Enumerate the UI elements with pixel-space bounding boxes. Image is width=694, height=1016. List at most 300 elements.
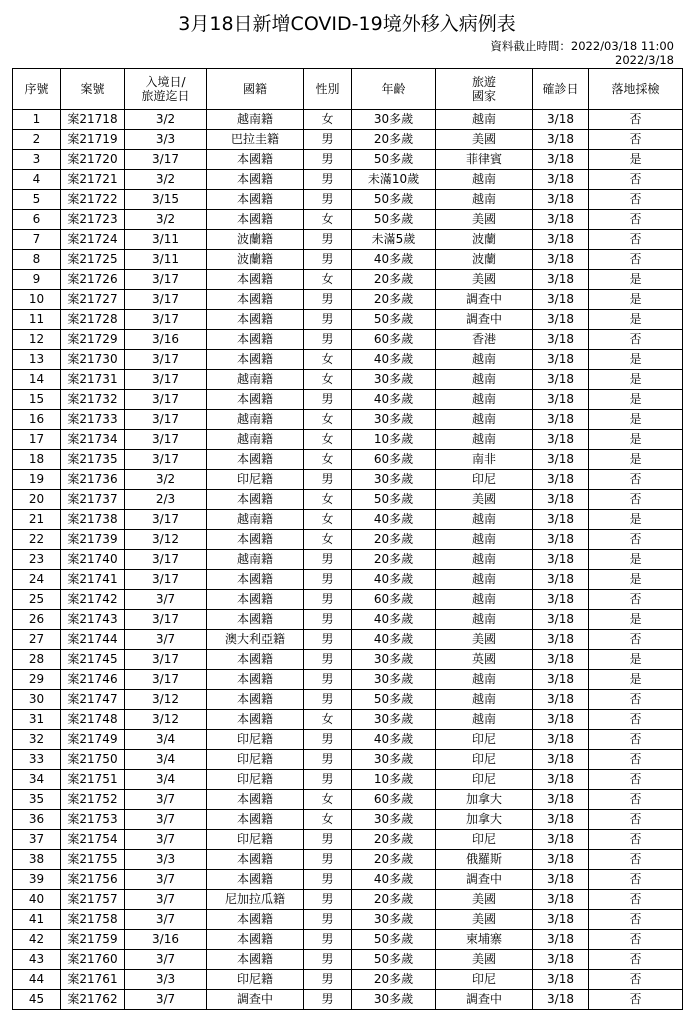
cell-travel-country: 印尼 [436, 730, 533, 750]
table-row [13, 550, 683, 570]
cell-entry-date: 3/17 [125, 570, 207, 590]
cell-age: 30多歲 [352, 370, 436, 390]
cell-confirm-date: 3/18 [533, 450, 589, 470]
cell-case-id: 案21728 [61, 310, 125, 330]
cell-case-id: 案21729 [61, 330, 125, 350]
cell-case-id: 案21759 [61, 930, 125, 950]
cell-nationality: 本國籍 [207, 350, 304, 370]
cell-index: 25 [13, 590, 61, 610]
cell-index: 17 [13, 430, 61, 450]
cell-entry-date: 3/17 [125, 650, 207, 670]
cell-index: 43 [13, 950, 61, 970]
cell-age: 30多歲 [352, 410, 436, 430]
cell-airport-test: 是 [589, 150, 683, 170]
cell-nationality: 澳大利亞籍 [207, 630, 304, 650]
cell-airport-test: 是 [589, 430, 683, 450]
cell-index: 42 [13, 930, 61, 950]
cell-case-id: 案21741 [61, 570, 125, 590]
cell-entry-date: 3/4 [125, 750, 207, 770]
cell-entry-date: 3/17 [125, 610, 207, 630]
cell-airport-test: 否 [589, 930, 683, 950]
cell-airport-test: 否 [589, 470, 683, 490]
cell-travel-country: 越南 [436, 350, 533, 370]
cell-entry-date: 3/17 [125, 370, 207, 390]
cell-gender: 男 [304, 390, 352, 410]
cell-entry-date: 3/3 [125, 970, 207, 990]
table-row [13, 490, 683, 510]
cell-case-id: 案21749 [61, 730, 125, 750]
cell-nationality: 本國籍 [207, 650, 304, 670]
case-table-body [13, 110, 683, 1010]
cell-travel-country: 俄羅斯 [436, 850, 533, 870]
cell-gender: 女 [304, 530, 352, 550]
cell-travel-country: 印尼 [436, 750, 533, 770]
cell-gender: 男 [304, 590, 352, 610]
cell-gender: 男 [304, 990, 352, 1010]
cell-confirm-date: 3/18 [533, 210, 589, 230]
cell-confirm-date: 3/18 [533, 330, 589, 350]
cell-confirm-date: 3/18 [533, 290, 589, 310]
table-row [13, 410, 683, 430]
cell-age: 20多歲 [352, 890, 436, 910]
cell-airport-test: 否 [589, 530, 683, 550]
cell-nationality: 印尼籍 [207, 770, 304, 790]
cell-index: 23 [13, 550, 61, 570]
cell-age: 40多歲 [352, 870, 436, 890]
cell-entry-date: 3/11 [125, 250, 207, 270]
table-row [13, 910, 683, 930]
cell-entry-date: 3/12 [125, 530, 207, 550]
cell-index: 7 [13, 230, 61, 250]
document-title: 3月18日新增COVID-19境外移入病例表 [178, 13, 516, 35]
cell-entry-date: 3/2 [125, 470, 207, 490]
cell-travel-country: 越南 [436, 590, 533, 610]
cell-nationality: 印尼籍 [207, 750, 304, 770]
cell-nationality: 本國籍 [207, 270, 304, 290]
cell-confirm-date: 3/18 [533, 950, 589, 970]
cell-airport-test: 否 [589, 910, 683, 930]
cell-travel-country: 越南 [436, 550, 533, 570]
cell-index: 38 [13, 850, 61, 870]
cell-gender: 女 [304, 790, 352, 810]
cell-case-id: 案21735 [61, 450, 125, 470]
cell-confirm-date: 3/18 [533, 970, 589, 990]
cell-entry-date: 3/7 [125, 950, 207, 970]
cell-nationality: 調查中 [207, 990, 304, 1010]
cell-airport-test: 否 [589, 210, 683, 230]
cell-age: 20多歲 [352, 270, 436, 290]
cell-airport-test: 否 [589, 490, 683, 510]
cell-travel-country: 柬埔寨 [436, 930, 533, 950]
cell-age: 60多歲 [352, 450, 436, 470]
cell-airport-test: 否 [589, 970, 683, 990]
cell-nationality: 波蘭籍 [207, 250, 304, 270]
cell-travel-country: 英國 [436, 650, 533, 670]
cell-confirm-date: 3/18 [533, 810, 589, 830]
cell-age: 30多歲 [352, 110, 436, 130]
cell-nationality: 本國籍 [207, 170, 304, 190]
cell-index: 28 [13, 650, 61, 670]
cell-airport-test: 否 [589, 870, 683, 890]
table-row [13, 750, 683, 770]
cell-entry-date: 3/7 [125, 830, 207, 850]
cell-age: 20多歲 [352, 830, 436, 850]
cell-nationality: 本國籍 [207, 490, 304, 510]
cell-airport-test: 否 [589, 850, 683, 870]
cell-index: 32 [13, 730, 61, 750]
cell-nationality: 本國籍 [207, 530, 304, 550]
cell-travel-country: 南非 [436, 450, 533, 470]
cell-entry-date: 3/17 [125, 350, 207, 370]
cell-age: 20多歲 [352, 850, 436, 870]
cell-travel-country: 調查中 [436, 290, 533, 310]
cell-gender: 男 [304, 870, 352, 890]
cell-airport-test: 否 [589, 590, 683, 610]
cell-entry-date: 3/7 [125, 810, 207, 830]
cell-case-id: 案21721 [61, 170, 125, 190]
cell-entry-date: 2/3 [125, 490, 207, 510]
table-row [13, 530, 683, 550]
cell-airport-test: 否 [589, 990, 683, 1010]
table-row [13, 590, 683, 610]
cell-age: 60多歲 [352, 330, 436, 350]
table-row [13, 170, 683, 190]
cell-index: 8 [13, 250, 61, 270]
table-row [13, 890, 683, 910]
cell-gender: 女 [304, 490, 352, 510]
cell-gender: 男 [304, 670, 352, 690]
cell-travel-country: 波蘭 [436, 230, 533, 250]
cell-age: 40多歲 [352, 630, 436, 650]
cell-gender: 男 [304, 910, 352, 930]
cell-index: 10 [13, 290, 61, 310]
cell-age: 40多歲 [352, 250, 436, 270]
cell-confirm-date: 3/18 [533, 510, 589, 530]
cell-confirm-date: 3/18 [533, 370, 589, 390]
cell-nationality: 本國籍 [207, 810, 304, 830]
cell-airport-test: 否 [589, 190, 683, 210]
cell-nationality: 本國籍 [207, 950, 304, 970]
cell-case-id: 案21731 [61, 370, 125, 390]
cell-gender: 男 [304, 750, 352, 770]
cell-case-id: 案21732 [61, 390, 125, 410]
cell-airport-test: 否 [589, 830, 683, 850]
header-row [13, 69, 683, 110]
header-gender: 性別 [304, 69, 352, 110]
cell-case-id: 案21752 [61, 790, 125, 810]
report-date: 2022/3/18 [615, 53, 674, 67]
cell-case-id: 案21745 [61, 650, 125, 670]
cell-confirm-date: 3/18 [533, 150, 589, 170]
cell-age: 40多歲 [352, 510, 436, 530]
cell-travel-country: 加拿大 [436, 790, 533, 810]
cell-airport-test: 否 [589, 170, 683, 190]
table-row [13, 610, 683, 630]
cell-entry-date: 3/7 [125, 890, 207, 910]
data-cutoff-time: 資料截止時間：2022/03/18 11:00 [490, 39, 674, 53]
cell-gender: 男 [304, 190, 352, 210]
table-row [13, 570, 683, 590]
cell-gender: 男 [304, 970, 352, 990]
cell-entry-date: 3/12 [125, 710, 207, 730]
cell-age: 50多歲 [352, 490, 436, 510]
cell-airport-test: 否 [589, 630, 683, 650]
table-row [13, 930, 683, 950]
cell-case-id: 案21751 [61, 770, 125, 790]
table-row [13, 110, 683, 130]
cell-airport-test: 否 [589, 950, 683, 970]
cell-gender: 女 [304, 210, 352, 230]
cell-index: 6 [13, 210, 61, 230]
table-row [13, 470, 683, 490]
cell-case-id: 案21748 [61, 710, 125, 730]
cell-entry-date: 3/3 [125, 130, 207, 150]
cell-travel-country: 越南 [436, 410, 533, 430]
cell-index: 24 [13, 570, 61, 590]
cell-gender: 男 [304, 770, 352, 790]
cell-age: 20多歲 [352, 550, 436, 570]
cell-gender: 男 [304, 470, 352, 490]
cell-index: 2 [13, 130, 61, 150]
table-row [13, 510, 683, 530]
cell-index: 44 [13, 970, 61, 990]
cell-entry-date: 3/3 [125, 850, 207, 870]
cell-case-id: 案21718 [61, 110, 125, 130]
cell-case-id: 案21725 [61, 250, 125, 270]
cell-case-id: 案21738 [61, 510, 125, 530]
cell-gender: 男 [304, 950, 352, 970]
cell-confirm-date: 3/18 [533, 770, 589, 790]
cell-index: 4 [13, 170, 61, 190]
cell-age: 50多歲 [352, 930, 436, 950]
cell-gender: 女 [304, 710, 352, 730]
cell-index: 22 [13, 530, 61, 550]
table-row [13, 710, 683, 730]
cell-index: 20 [13, 490, 61, 510]
cell-entry-date: 3/17 [125, 670, 207, 690]
cell-nationality: 本國籍 [207, 570, 304, 590]
cell-entry-date: 3/17 [125, 410, 207, 430]
cell-age: 40多歲 [352, 390, 436, 410]
cell-travel-country: 越南 [436, 390, 533, 410]
cell-age: 50多歲 [352, 310, 436, 330]
cell-airport-test: 是 [589, 450, 683, 470]
table-row [13, 430, 683, 450]
cell-confirm-date: 3/18 [533, 490, 589, 510]
cell-travel-country: 美國 [436, 630, 533, 650]
table-row [13, 310, 683, 330]
cell-age: 20多歲 [352, 970, 436, 990]
cell-nationality: 本國籍 [207, 310, 304, 330]
cell-airport-test: 否 [589, 130, 683, 150]
cell-confirm-date: 3/18 [533, 670, 589, 690]
cell-gender: 男 [304, 170, 352, 190]
cell-travel-country: 越南 [436, 530, 533, 550]
cell-nationality: 本國籍 [207, 850, 304, 870]
cell-age: 10多歲 [352, 430, 436, 450]
cell-airport-test: 是 [589, 270, 683, 290]
cell-index: 15 [13, 390, 61, 410]
cell-confirm-date: 3/18 [533, 550, 589, 570]
cell-entry-date: 3/17 [125, 290, 207, 310]
table-row [13, 950, 683, 970]
cell-entry-date: 3/7 [125, 790, 207, 810]
cell-travel-country: 印尼 [436, 470, 533, 490]
cell-entry-date: 3/17 [125, 310, 207, 330]
cell-gender: 女 [304, 370, 352, 390]
cell-airport-test: 是 [589, 670, 683, 690]
cell-travel-country: 越南 [436, 710, 533, 730]
cell-confirm-date: 3/18 [533, 890, 589, 910]
cell-gender: 女 [304, 810, 352, 830]
cell-entry-date: 3/16 [125, 930, 207, 950]
cell-nationality: 本國籍 [207, 610, 304, 630]
cell-age: 20多歲 [352, 290, 436, 310]
table-row [13, 210, 683, 230]
cell-case-id: 案21746 [61, 670, 125, 690]
cell-travel-country: 調查中 [436, 310, 533, 330]
cell-index: 9 [13, 270, 61, 290]
cell-airport-test: 是 [589, 610, 683, 630]
cell-gender: 男 [304, 690, 352, 710]
cell-index: 36 [13, 810, 61, 830]
cell-nationality: 本國籍 [207, 670, 304, 690]
cell-index: 12 [13, 330, 61, 350]
cell-gender: 男 [304, 830, 352, 850]
cell-travel-country: 越南 [436, 610, 533, 630]
cell-travel-country: 美國 [436, 950, 533, 970]
header-entry-date: 入境日/ 旅遊迄日 [125, 69, 207, 110]
cell-confirm-date: 3/18 [533, 410, 589, 430]
cell-confirm-date: 3/18 [533, 250, 589, 270]
table-row [13, 290, 683, 310]
cell-confirm-date: 3/18 [533, 190, 589, 210]
cell-age: 50多歲 [352, 210, 436, 230]
cell-airport-test: 否 [589, 710, 683, 730]
table-row [13, 870, 683, 890]
table-row [13, 130, 683, 150]
cell-nationality: 本國籍 [207, 790, 304, 810]
cell-airport-test: 是 [589, 310, 683, 330]
cell-travel-country: 調查中 [436, 870, 533, 890]
cell-travel-country: 加拿大 [436, 810, 533, 830]
cell-travel-country: 美國 [436, 490, 533, 510]
cell-airport-test: 否 [589, 730, 683, 750]
cell-case-id: 案21739 [61, 530, 125, 550]
cell-nationality: 尼加拉瓜籍 [207, 890, 304, 910]
cell-confirm-date: 3/18 [533, 590, 589, 610]
cell-index: 40 [13, 890, 61, 910]
cell-gender: 女 [304, 110, 352, 130]
cell-age: 30多歲 [352, 710, 436, 730]
cell-index: 27 [13, 630, 61, 650]
cell-case-id: 案21723 [61, 210, 125, 230]
cell-gender: 男 [304, 630, 352, 650]
cell-entry-date: 3/11 [125, 230, 207, 250]
cell-case-id: 案21742 [61, 590, 125, 610]
cell-age: 10多歲 [352, 770, 436, 790]
cell-confirm-date: 3/18 [533, 170, 589, 190]
cell-entry-date: 3/7 [125, 590, 207, 610]
cell-airport-test: 是 [589, 550, 683, 570]
cell-age: 30多歲 [352, 810, 436, 830]
cell-case-id: 案21724 [61, 230, 125, 250]
cell-index: 41 [13, 910, 61, 930]
table-row [13, 810, 683, 830]
cell-gender: 男 [304, 890, 352, 910]
cell-gender: 女 [304, 350, 352, 370]
table-row [13, 970, 683, 990]
cell-nationality: 本國籍 [207, 330, 304, 350]
cell-gender: 男 [304, 610, 352, 630]
cell-index: 35 [13, 790, 61, 810]
header-confirm-date: 確診日 [533, 69, 589, 110]
cell-confirm-date: 3/18 [533, 430, 589, 450]
cell-case-id: 案21756 [61, 870, 125, 890]
cell-entry-date: 3/7 [125, 990, 207, 1010]
cell-nationality: 本國籍 [207, 710, 304, 730]
cell-case-id: 案21743 [61, 610, 125, 630]
cell-entry-date: 3/7 [125, 870, 207, 890]
header-travel-country: 旅遊 國家 [436, 69, 533, 110]
table-row [13, 690, 683, 710]
cell-gender: 男 [304, 730, 352, 750]
cell-entry-date: 3/17 [125, 390, 207, 410]
cell-gender: 男 [304, 850, 352, 870]
cell-age: 60多歲 [352, 790, 436, 810]
cell-gender: 男 [304, 930, 352, 950]
cell-airport-test: 否 [589, 690, 683, 710]
cell-case-id: 案21747 [61, 690, 125, 710]
cell-nationality: 越南籍 [207, 550, 304, 570]
cell-confirm-date: 3/18 [533, 110, 589, 130]
cell-nationality: 本國籍 [207, 150, 304, 170]
table-row [13, 990, 683, 1010]
cell-travel-country: 美國 [436, 890, 533, 910]
cell-case-id: 案21744 [61, 630, 125, 650]
cell-age: 30多歲 [352, 670, 436, 690]
cell-entry-date: 3/17 [125, 450, 207, 470]
cell-index: 39 [13, 870, 61, 890]
cell-confirm-date: 3/18 [533, 530, 589, 550]
header-index: 序號 [13, 69, 61, 110]
cell-case-id: 案21754 [61, 830, 125, 850]
cell-age: 40多歲 [352, 730, 436, 750]
cell-index: 19 [13, 470, 61, 490]
cell-nationality: 本國籍 [207, 290, 304, 310]
cell-index: 16 [13, 410, 61, 430]
cell-travel-country: 越南 [436, 510, 533, 530]
cell-confirm-date: 3/18 [533, 790, 589, 810]
cell-travel-country: 印尼 [436, 830, 533, 850]
cell-nationality: 越南籍 [207, 430, 304, 450]
cell-nationality: 本國籍 [207, 450, 304, 470]
cell-nationality: 本國籍 [207, 870, 304, 890]
cell-confirm-date: 3/18 [533, 690, 589, 710]
cell-confirm-date: 3/18 [533, 570, 589, 590]
table-row [13, 730, 683, 750]
cell-entry-date: 3/15 [125, 190, 207, 210]
cell-case-id: 案21757 [61, 890, 125, 910]
cell-confirm-date: 3/18 [533, 390, 589, 410]
cell-confirm-date: 3/18 [533, 630, 589, 650]
cell-airport-test: 是 [589, 650, 683, 670]
cell-confirm-date: 3/18 [533, 750, 589, 770]
cell-case-id: 案21755 [61, 850, 125, 870]
cell-entry-date: 3/4 [125, 730, 207, 750]
table-row [13, 230, 683, 250]
cell-index: 13 [13, 350, 61, 370]
